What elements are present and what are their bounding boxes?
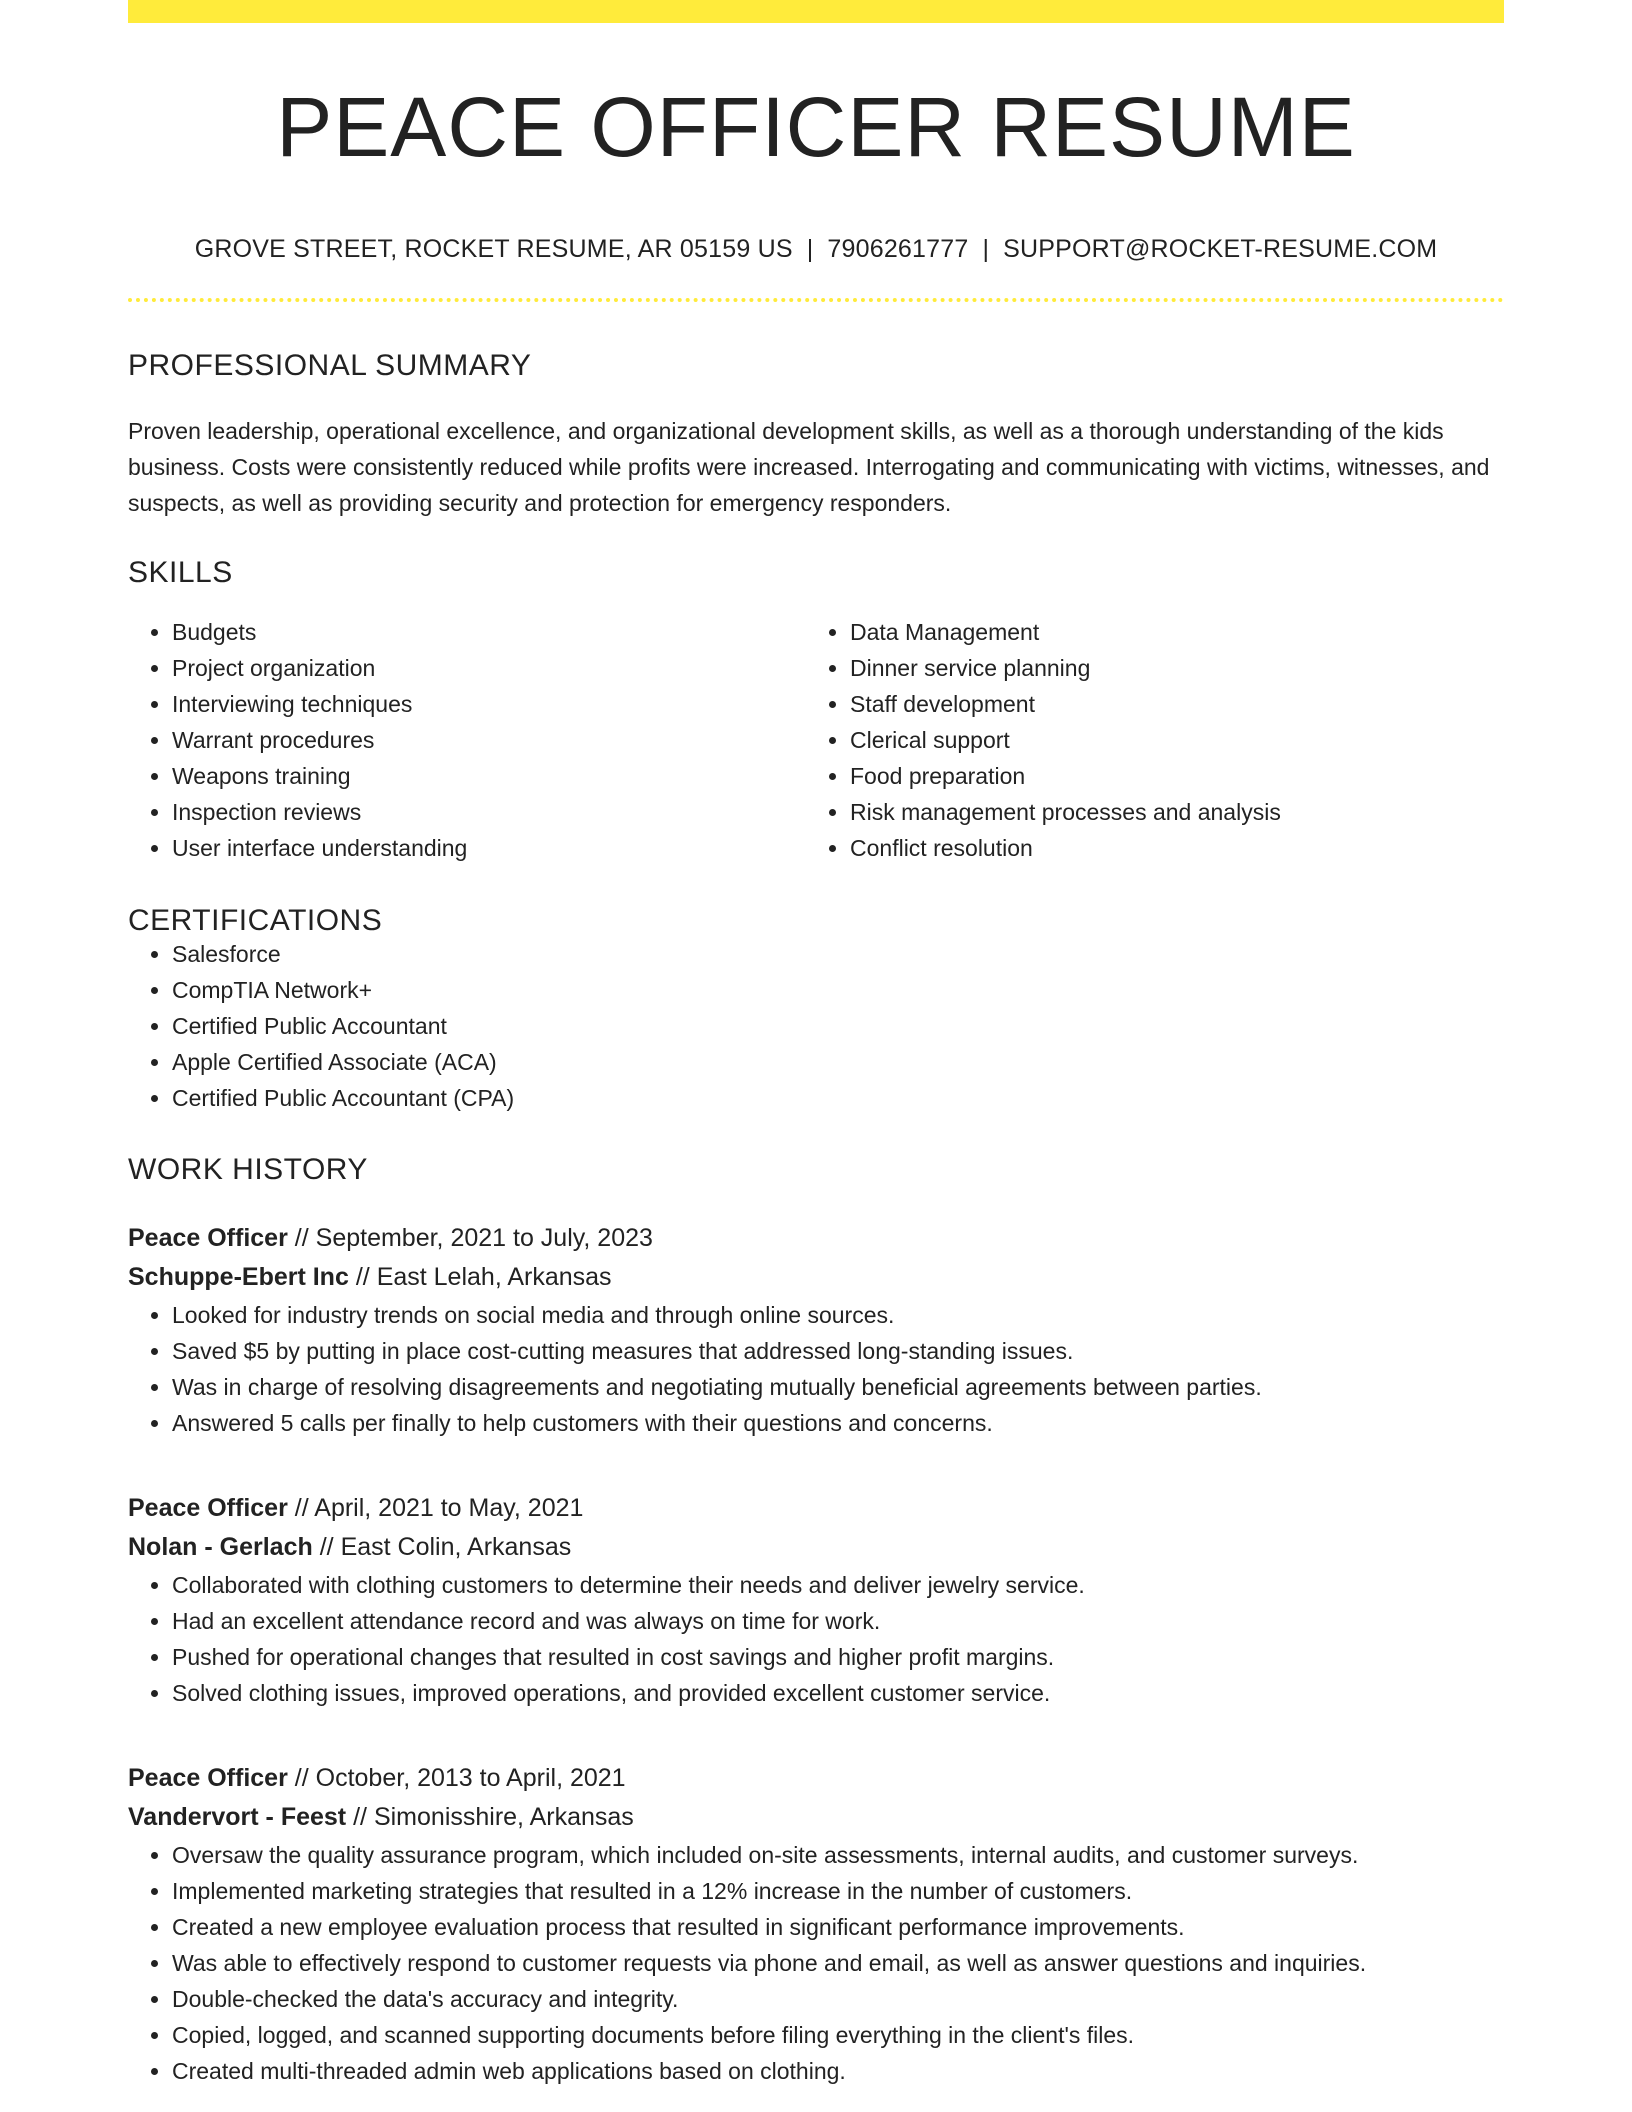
summary-heading: PROFESSIONAL SUMMARY [128,349,532,382]
skill-item: • User interface understanding [172,830,806,866]
job-dates: April, 2021 to May, 2021 [314,1494,584,1522]
job-bullet: • Was able to effectively respond to customer requests via phone and email, as well as answer questions and inquiries. [172,1945,1504,1981]
contact-phone: 7906261777 [827,235,969,263]
contact-separator: | [806,235,814,263]
job-bullets [128,1567,1504,1711]
job-title: Peace Officer [128,1494,288,1522]
summary-text: Proven leadership, operational excellence, and organizational development skills, as well as a thorough understanding of the kids business. Costs were consistently reduced while profits were increased. Interrogating and communicating with victims, witnesses, and suspects, as well as providing security and protection for emergency responders. [128,418,1490,516]
job-company-line [128,1528,1504,1567]
job-bullet: • Created a new employee evaluation process that resulted in significant performance improvements. [172,1909,1504,1945]
job-bullet: • Created multi-threaded admin web applications based on clothing. [172,2053,1504,2089]
job-bullet: • Oversaw the quality assurance program, which included on-site assessments, internal audits, and customer surveys. [172,1837,1504,1873]
job-bullet: • Copied, logged, and scanned supporting documents before filing everything in the client's files. [172,2017,1504,2053]
skill-item: • Interviewing techniques [172,686,806,722]
job-dates: September, 2021 to July, 2023 [315,1224,653,1252]
skills-grid [128,614,1504,866]
job-title: Peace Officer [128,1764,288,1792]
job-divider: // [355,1263,370,1291]
job-bullet: • Saved $5 by putting in place cost-cutting measures that addressed long-standing issues. [172,1333,1504,1369]
job-bullet: • Collaborated with clothing customers to determine their needs and deliver jewelry service. [172,1567,1504,1603]
certification-item: • CompTIA Network+ [172,972,1504,1008]
job-bullet: • Pushed for operational changes that resulted in cost savings and higher profit margins. [172,1639,1504,1675]
skill-item: • Staff development [850,686,1484,722]
page-title: PEACE OFFICER RESUME [276,80,1356,174]
skill-item: • Risk management processes and analysis [850,794,1484,830]
skill-item: • Weapons training [172,758,806,794]
skill-item: • Dinner service planning [850,650,1484,686]
job-divider: // [294,1764,309,1792]
job-bullets [128,1837,1504,2089]
job-title-line [128,1489,1504,1528]
skill-item: • Conflict resolution [850,830,1484,866]
skills-list-left [128,614,806,866]
contact-line [128,237,1504,262]
skills-column-right [806,614,1484,866]
job-divider: // [353,1803,367,1831]
job-company-line [128,1798,1504,1837]
job-bullets [128,1297,1504,1441]
job-bullet: • Double-checked the data's accuracy and integrity. [172,1981,1504,2017]
certification-item: • Certified Public Accountant (CPA) [172,1080,1504,1116]
certification-item: • Salesforce [172,936,1504,972]
job-bullet: • Looked for industry trends on social media and through online sources. [172,1297,1504,1333]
certification-item: • Certified Public Accountant [172,1008,1504,1044]
job-title: Peace Officer [128,1224,288,1252]
job-divider: // [294,1224,309,1252]
top-accent-bar [128,0,1504,23]
job-location: Simonisshire, Arkansas [373,1803,634,1831]
job-company: Nolan - Gerlach [128,1533,313,1561]
job-title-line [128,1759,1504,1798]
skill-item: • Inspection reviews [172,794,806,830]
job-company: Schuppe-Ebert Inc [128,1263,349,1291]
job-divider: // [319,1533,334,1561]
certifications-list [128,936,1504,1116]
skills-list-right [806,614,1484,866]
skill-item: • Data Management [850,614,1484,650]
certification-item: • Apple Certified Associate (ACA) [172,1044,1504,1080]
work-history-heading: WORK HISTORY [128,1153,368,1186]
skills-column-left [128,614,806,866]
contact-separator: | [982,235,990,263]
job-entry [128,1219,1504,1441]
skill-item: • Warrant procedures [172,722,806,758]
job-title-line [128,1219,1504,1258]
job-bullet: • Solved clothing issues, improved operations, and provided excellent customer service. [172,1675,1504,1711]
job-bullet: • Was in charge of resolving disagreements and negotiating mutually beneficial agreements between parties. [172,1369,1504,1405]
skill-item: • Clerical support [850,722,1484,758]
job-company: Vandervort - Feest [128,1803,347,1831]
resume-page [128,0,1504,2089]
job-dates: October, 2013 to April, 2021 [315,1764,626,1792]
certifications-heading: CERTIFICATIONS [128,904,383,937]
job-bullet: • Implemented marketing strategies that resulted in a 12% increase in the number of customers. [172,1873,1504,1909]
header-divider [128,298,1504,302]
contact-email: SUPPORT@ROCKET-RESUME.COM [1003,235,1438,263]
job-entry [128,1759,1504,2089]
job-location: East Lelah, Arkansas [376,1263,612,1291]
skill-item: • Budgets [172,614,806,650]
skills-heading: SKILLS [128,556,233,589]
job-divider: // [294,1494,309,1522]
job-bullet: • Had an excellent attendance record and was always on time for work. [172,1603,1504,1639]
job-entry [128,1489,1504,1711]
contact-address: GROVE STREET, ROCKET RESUME, AR 05159 US [194,235,793,263]
job-bullet: • Answered 5 calls per finally to help customers with their questions and concerns. [172,1405,1504,1441]
job-location: East Colin, Arkansas [340,1533,572,1561]
skill-item: • Project organization [172,650,806,686]
skill-item: • Food preparation [850,758,1484,794]
job-company-line [128,1258,1504,1297]
